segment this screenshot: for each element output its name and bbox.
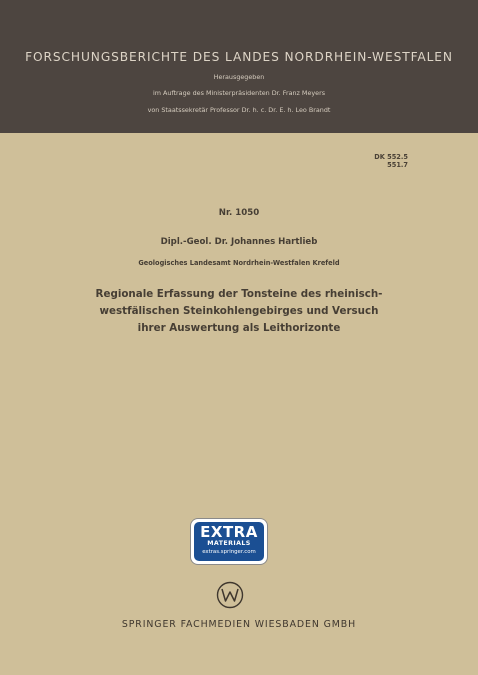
report-title: [60, 286, 418, 337]
editor-line-3: von Staatssekretär Professor Dr. h. c. Dr. E. h. Leo Brandt: [147, 106, 331, 114]
editor-line-1: Herausgegeben: [213, 73, 265, 81]
institution: Geologisches Landesamt Nordrhein-Westfalen Krefeld: [138, 259, 340, 267]
classification-line-2: 551.7: [387, 161, 408, 169]
report-number: Nr. 1050: [218, 208, 260, 218]
title-line-1: Regionale Erfassung der Tonsteine des rheinisch-: [95, 288, 383, 300]
publisher-name: SPRINGER FACHMEDIEN WIESBADEN GMBH: [121, 619, 357, 630]
badge-extra-word: EXTRA: [200, 523, 258, 541]
title-line-3: ihrer Auswertung als Leithorizonte: [137, 322, 341, 334]
badge-body: [194, 522, 264, 561]
extra-materials-badge[interactable]: [191, 519, 267, 564]
author-name: Dipl.-Geol. Dr. Johannes Hartlieb: [160, 237, 318, 247]
title-line-2: westfälischen Steinkohlengebirges und Versuch: [99, 305, 379, 317]
badge-materials-word: MATERIALS: [207, 540, 251, 547]
classification-line-1: DK 552.5: [374, 153, 408, 161]
badge-url: extras.springer.com: [202, 549, 256, 555]
editor-line-2: im Auftrage des Ministerpräsidenten Dr. Franz Meyers: [152, 89, 326, 97]
series-title: FORSCHUNGSBERICHTE DES LANDES NORDRHEIN-WESTFALEN: [25, 50, 453, 64]
series-header: [0, 0, 478, 133]
springer-w-logo-icon: [216, 581, 244, 609]
